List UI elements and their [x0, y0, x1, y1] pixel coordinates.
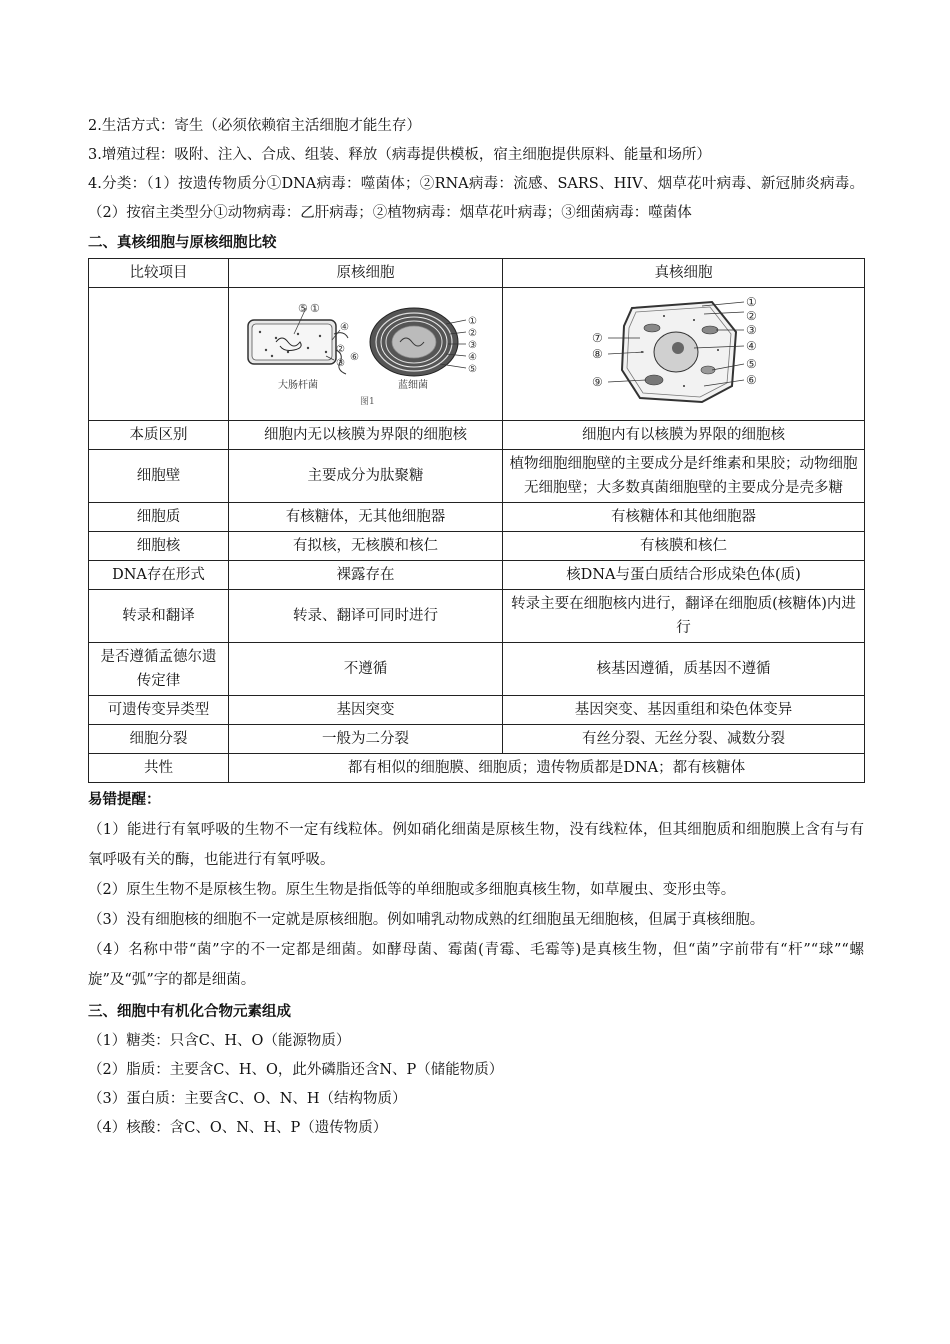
- eukaryote-cell: 转录主要在细胞核内进行，翻译在细胞质(核糖体)内进行: [503, 590, 865, 643]
- cell-number-8: ⑧: [591, 347, 603, 361]
- plant-cell-diagram: [584, 290, 784, 410]
- eukaryote-cell: 有核膜和核仁: [503, 532, 865, 561]
- row-item: 是否遵循孟德尔遗传定律: [89, 643, 229, 696]
- prokaryote-cell: 有拟核，无核膜和核仁: [229, 532, 503, 561]
- section-3-item: （2）脂质：主要含C、H、O，此外磷脂还含N、P（储能物质）: [88, 1062, 504, 1078]
- header-cell: 真核细胞: [503, 259, 865, 288]
- cyanobacteria-illustration: [370, 308, 466, 376]
- eukaryote-figure-cell: [503, 288, 865, 421]
- section-3-item: （4）核酸：含C、O、N、H、P（遗传物质）: [88, 1120, 388, 1136]
- table-row: [89, 503, 865, 532]
- cell-number-4: ④: [745, 339, 757, 353]
- row-item: 细胞分裂: [89, 725, 229, 754]
- prokaryote-cell: 主要成分为肽聚糖: [229, 450, 503, 503]
- cell-number-2: ②: [745, 309, 757, 323]
- row-item: 细胞质: [89, 503, 229, 532]
- ecoli-number-1: ①: [309, 302, 320, 315]
- table-header-row: [89, 259, 865, 288]
- table-row: [89, 643, 865, 696]
- prokaryote-cell: 不遵循: [229, 643, 503, 696]
- tip-item: （1）能进行有氧呼吸的生物不一定有线粒体。例如硝化细菌是原核生物，没有线粒体，但其细胞质和细胞膜上含有与有氧呼吸有关的酶，也能进行有氧呼吸。: [88, 822, 864, 868]
- section-3: [88, 997, 864, 1143]
- table-row: [89, 421, 865, 450]
- prokaryote-cell: 基因突变: [229, 696, 503, 725]
- section-3-item: （3）蛋白质：主要含C、O、N、H（结构物质）: [88, 1091, 407, 1107]
- intro-line-1: 2.生活方式：寄生（必须依赖宿主活细胞才能生存）: [88, 118, 421, 134]
- comparison-table: [88, 258, 865, 783]
- tips-title: 易错提醒：: [88, 792, 161, 808]
- cyano-caption: 蓝细菌: [397, 380, 428, 391]
- cyano-number-5: ⑤: [467, 364, 477, 375]
- document-page: [88, 112, 864, 1143]
- cyano-number-2: ②: [467, 328, 477, 339]
- ecoli-number-4: ④: [339, 322, 349, 333]
- section-3-item: （1）糖类：只含C、H、O（能源物质）: [88, 1033, 351, 1049]
- eukaryote-cell: 核DNA与蛋白质结合形成染色体(质): [503, 561, 865, 590]
- table-figure-row: [89, 288, 865, 421]
- plant-cell-illustration: [608, 302, 744, 402]
- prokaryote-cell: 细胞内无以核膜为界限的细胞核: [229, 421, 503, 450]
- cell-number-3: ③: [745, 323, 757, 337]
- row-item: 细胞核: [89, 532, 229, 561]
- table-row: [89, 561, 865, 590]
- cell-number-5: ⑤: [745, 357, 757, 371]
- eukaryote-cell: 植物细胞细胞壁的主要成分是纤维素和果胶；动物细胞无细胞壁；大多数真菌细胞壁的主要成分是壳多糖: [503, 450, 865, 503]
- table-row: [89, 532, 865, 561]
- empty-cell: [89, 288, 229, 421]
- header-cell: 比较项目: [89, 259, 229, 288]
- ecoli-caption: 大肠杆菌: [277, 380, 318, 391]
- table-row: [89, 450, 865, 503]
- common-cell: 都有相似的细胞膜、细胞质；遗传物质都是DNA；都有核糖体: [229, 754, 865, 783]
- intro-line-3: 4.分类：（1）按遗传物质分①DNA病毒：噬菌体；②RNA病毒：流感、SARS、HIV、烟草花叶病毒、新冠肺炎病毒。（2）按宿主类型分①动物病毒：乙肝病毒；②植物病毒：烟草花叶病毒；③细菌病毒：噬菌体: [88, 176, 864, 221]
- prokaryote-diagram: [236, 290, 496, 410]
- tip-item: （2）原生生物不是原核生物。原生生物是指低等的单细胞或多细胞真核生物，如草履虫、变形虫等。: [88, 882, 736, 898]
- table-row: [89, 725, 865, 754]
- ecoli-number-2: ②: [335, 344, 345, 355]
- prokaryote-figure-cell: [229, 288, 503, 421]
- prokaryote-cell: 一般为二分裂: [229, 725, 503, 754]
- section-3-title: 三、细胞中有机化合物元素组成: [88, 1004, 291, 1020]
- ecoli-number-5: ⑤: [297, 302, 308, 315]
- eukaryote-cell: 细胞内有以核膜为界限的细胞核: [503, 421, 865, 450]
- cyano-number-1: ①: [467, 316, 477, 327]
- eukaryote-cell: 核基因遵循，质基因不遵循: [503, 643, 865, 696]
- table-row-common: [89, 754, 865, 783]
- table-row: [89, 696, 865, 725]
- row-item: 本质区别: [89, 421, 229, 450]
- eukaryote-cell: 有核糖体和其他细胞器: [503, 503, 865, 532]
- ecoli-number-3: ③: [335, 358, 345, 369]
- tip-item: （3）没有细胞核的细胞不一定就是原核细胞。例如哺乳动物成熟的红细胞虽无细胞核，但属于真核细胞。: [88, 912, 765, 928]
- row-item: 共性: [89, 754, 229, 783]
- row-item: DNA存在形式: [89, 561, 229, 590]
- cyano-number-4: ④: [467, 352, 477, 363]
- eukaryote-cell: 基因突变、基因重组和染色体变异: [503, 696, 865, 725]
- row-item: 可遗传变异类型: [89, 696, 229, 725]
- eukaryote-cell: 有丝分裂、无丝分裂、减数分裂: [503, 725, 865, 754]
- cell-number-1: ①: [745, 295, 757, 309]
- cell-number-9: ⑨: [591, 375, 603, 389]
- prokaryote-cell: 转录、翻译可同时进行: [229, 590, 503, 643]
- row-item: 细胞壁: [89, 450, 229, 503]
- section-2-title: 二、真核细胞与原核细胞比较: [88, 235, 277, 251]
- ecoli-number-6: ⑥: [349, 352, 359, 363]
- header-cell: 原核细胞: [229, 259, 503, 288]
- prokaryote-cell: 裸露存在: [229, 561, 503, 590]
- tip-item: （4）名称中带“菌”字的不一定都是细菌。如酵母菌、霉菌(青霉、毛霉等)是真核生物，但“菌”字前带有“杆”“球”“螺旋”及“弧”字的都是细菌。: [88, 942, 864, 988]
- table-row: [89, 590, 865, 643]
- figure-caption: 图1: [359, 397, 375, 407]
- cell-number-6: ⑥: [745, 373, 757, 387]
- tips-section: [88, 785, 864, 995]
- prokaryote-cell: 有核糖体，无其他细胞器: [229, 503, 503, 532]
- cyano-number-3: ③: [467, 340, 477, 351]
- intro-line-2: 3.增殖过程：吸附、注入、合成、组装、释放（病毒提供模板，宿主细胞提供原料、能量和场所）: [88, 147, 711, 163]
- row-item: 转录和翻译: [89, 590, 229, 643]
- ecoli-illustration: [248, 308, 348, 374]
- cell-number-7: ⑦: [591, 331, 603, 345]
